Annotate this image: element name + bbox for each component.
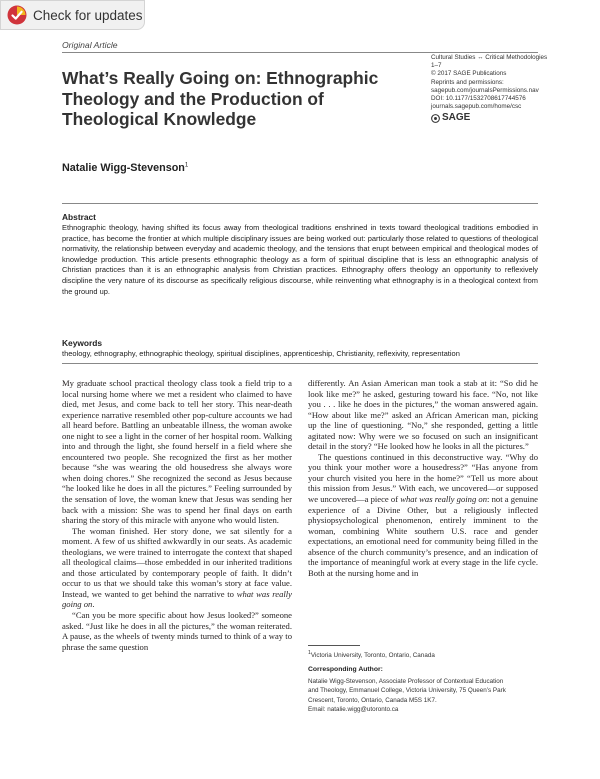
journal-name: Cultural Studies ↔ Critical Methodologies <box>431 54 548 61</box>
check-for-updates-label: Check for updates <box>33 7 143 23</box>
body-paragraph: “Can you be more specific about how Jesus looked?” someone asked. “Just like he does in all the pictures,” the woman reiterated. A pause, as the wheels of twenty minds turned to think of a way to phrase the same question <box>62 610 292 652</box>
author-line <box>62 162 188 174</box>
keywords-text: theology, ethnography, ethnographic theology, spiritual disciplines, apprenticeship, Christianity, reflexivity, representation <box>62 349 460 358</box>
page-range: 1–7 <box>431 62 442 70</box>
abstract-heading: Abstract <box>62 212 96 222</box>
check-for-updates-button[interactable] <box>0 0 145 30</box>
article-type: Original Article <box>62 40 118 50</box>
corresponding-author-details <box>308 677 540 714</box>
sage-logo-icon <box>431 114 440 123</box>
corr-line: Natalie Wigg-Stevenson, Associate Professor of Contextual Education <box>308 678 504 685</box>
publisher-logo <box>431 112 561 124</box>
body-text: The woman finished. Her story done, we sat silently for a moment. A few of us shifted awkwardly in our seats. As academic theologians, we were trained to interrogate the context that shaped all theological claims—those embedded in our inherited traditions and those articulated by contemporary people of faith. It didn’t occur to us that we should take this woman’s story at face value. Instead, we wanted to get behind the narrative to <box>62 525 292 599</box>
footnote-mark: 1 <box>308 650 311 656</box>
body-paragraph: My graduate school practical theology class took a field trip to a local nursing home where we met a resident who claimed to have died, met Jesus, and come back to tell her story. This near-death experience narrative resembled other pop-culture accounts we had all heard before. Battling an unbeatable illness, the woman awoke one night to see a light in the corner of her hospital room. Walking into and through the light, she found herself in a field where she encountered two people. She recognized the first as her mother because “she was wearing the old housedress she always wore when doing chores.” She recognized the second as Jesus because “he looked like he does in all the pictures.” Feeling surrounded by the sensation of love, the woman knew that Jesus was sending her back with a mission: She was to spend her final days on earth sharing the story of this miracle with anyone who would listen. <box>62 378 292 526</box>
body-text: The questions continued in this deconstructive way. “Why do you think your mother wore a housedress?” “Has anyone from your church visited you here in the home?” “Tell us more about this mission from Jesus.” With each, we uncovered—or supposed we uncovered—a piece of <box>308 451 538 505</box>
body-emphasis: what was really going on <box>62 588 293 610</box>
journal-meta <box>431 54 561 124</box>
body-paragraph <box>62 526 292 610</box>
affiliation-mark: 1 <box>184 162 189 169</box>
affiliation-footnote <box>308 650 540 659</box>
body-column-right <box>308 378 538 578</box>
body-column-left <box>62 378 292 652</box>
corresponding-author-heading: Corresponding Author: <box>308 666 383 673</box>
author-name: Natalie Wigg-Stevenson <box>62 162 185 174</box>
keywords-rule <box>62 363 538 364</box>
copyright: © 2017 SAGE Publications <box>431 70 507 78</box>
doi[interactable]: DOI: 10.1177/1532708617744576 <box>431 95 526 103</box>
body-emphasis: what was really going on <box>400 494 488 505</box>
body-paragraph: differently. An Asian American man took a stab at it: “So did he look like me?” he asked, gesturing toward his face. “No, not like you . . . like he does in the pictures,” the woman answered again. “How about like me?” asked an African American man, picking up the line of questioning. “No,” she responded, getting a little agitated now: Why were we so focused on such an insignificant detail in the story? “He looked how he looks in all the pictures.” <box>308 378 538 452</box>
permissions-link[interactable]: sagepub.com/journalsPermissions.nav <box>431 86 539 94</box>
footnote-rule <box>308 645 360 646</box>
reprints: Reprints and permissions: <box>431 78 504 86</box>
body-text: . <box>92 599 95 610</box>
corr-email[interactable]: Email: natalie.wigg@utoronto.ca <box>308 705 399 713</box>
abstract-rule <box>62 203 538 204</box>
keywords-heading: Keywords <box>62 338 103 348</box>
body-text: : not a genuine experience of a Divine Other, but a religiously inflected physiopsychological phenomenon, entirely imminent to the woman, combining White southern U.S. race and gender expectations, an emotional need for community being filled in the absence of the church community’s presence, and an indication of the importance of meaningful work at every stage in the life cycle. Both at the nursing home and in <box>308 494 538 578</box>
abstract-text: Ethnographic theology, having shifted its focus away from theological traditions enshrined in texts toward theological traditions embodied in practice, has become the frontier at which multiple disciplinary issues are being worked out: particularly those related to questions of theological normativity, the relationship between everyday and academic theology, and the tensions that erupt between empirical and theological modes of knowledge production. This article presents ethnographic theology as a form of spiritual discipline that is less an ethnographic analysis of Christian practices than it is an ethnographic analysis from Christian practices. Ethnography offers theology an opportunity to reflexively discipline the very nature of its discourse as specifically religious discourse, while reinventing what ethnography is in a theological context from the ground up. <box>62 223 538 296</box>
footnote-text: Victoria University, Toronto, Ontario, Canada <box>310 652 435 660</box>
publisher-name: SAGE <box>442 112 471 124</box>
corr-line: and Theology, Emmanuel College, Victoria University, 75 Queen’s Park <box>308 687 506 695</box>
corr-line: Crescent, Toronto, Ontario, Canada M5S 1K7. <box>308 696 437 704</box>
article-title: What’s Really Going on: Ethnographic Theology and the Production of Theological Knowledge <box>62 68 379 129</box>
check-for-updates-icon <box>7 5 27 25</box>
journal-link[interactable]: journals.sagepub.com/home/csc <box>431 103 522 111</box>
body-paragraph <box>308 452 538 579</box>
header-rule <box>62 52 538 53</box>
